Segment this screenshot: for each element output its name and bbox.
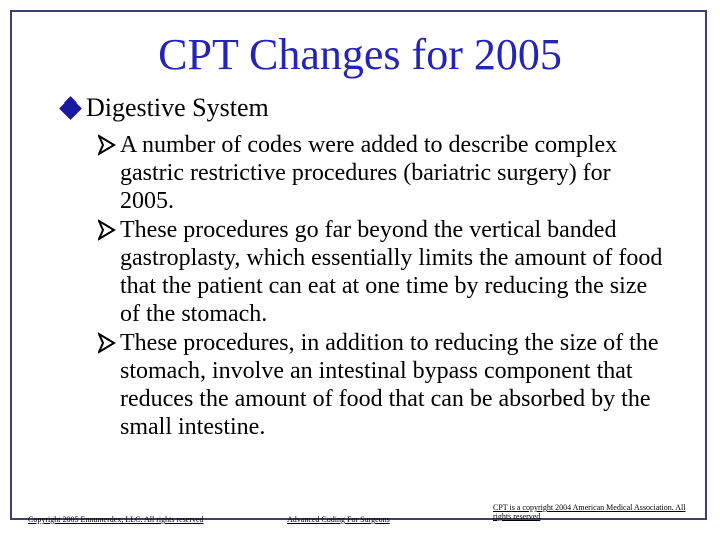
- footer-copyright: Copyright 2005 Ennumerdex, LLC. All rights reserved: [28, 515, 204, 524]
- bullet-list: [98, 131, 668, 442]
- bullet-item: [98, 131, 668, 215]
- arrow-right-icon: [98, 134, 116, 156]
- footer-cpt-notice: CPT is a copyright 2004 American Medical Association. All rights reserved: [493, 503, 686, 521]
- diamond-cluster-icon: [60, 97, 82, 119]
- bullet-text: A number of codes were added to describe complex gastric restrictive procedures (bariatric surgery) for 2005.: [120, 132, 618, 214]
- section-heading: Digestive System: [86, 93, 269, 122]
- section-heading-row: [60, 92, 269, 124]
- slide-title: CPT Changes for 2005: [158, 30, 562, 79]
- footer-course-title: Advanced Coding For Surgeons: [287, 515, 390, 524]
- bullet-item: [98, 329, 668, 441]
- bullet-item: [98, 216, 668, 328]
- arrow-right-icon: [98, 219, 116, 241]
- bullet-text: These procedures go far beyond the vertical banded gastroplasty, which essentially limits the amount of food that the patient can eat at one time by reducing the size of the stomach.: [120, 217, 663, 327]
- bullet-text: These procedures, in addition to reducing the size of the stomach, involve an intestinal bypass component that reduces the amount of food that can be absorbed by the small intestine.: [120, 330, 659, 440]
- arrow-right-icon: [98, 332, 116, 354]
